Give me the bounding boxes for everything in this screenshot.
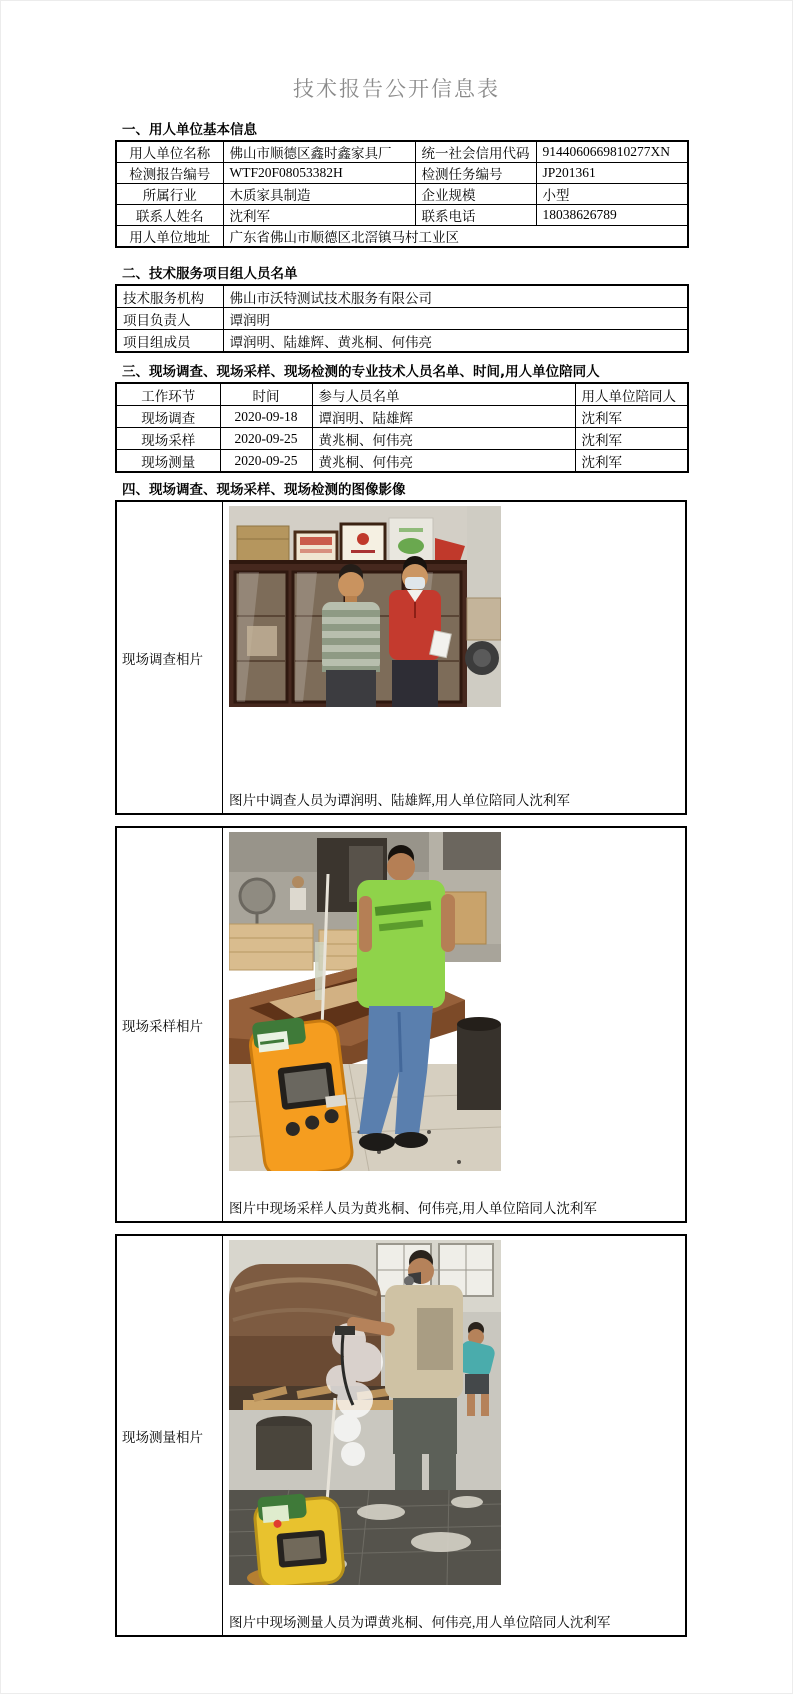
measuring-date: 2020-09-25 <box>220 450 312 473</box>
section2-heading: 二、技术服务项目组人员名单 <box>122 266 298 282</box>
step-survey: 现场调查 <box>116 406 220 428</box>
scale-value: 小型 <box>536 184 688 205</box>
table-row <box>116 141 688 163</box>
address-label: 用人单位地址 <box>116 226 223 248</box>
scale-label: 企业规模 <box>415 184 536 205</box>
sampling-photo-caption: 图片中现场采样人员为黄兆桐、何伟亮,用人单位陪同人沈利军 <box>229 1201 597 1216</box>
industry-label: 所属行业 <box>116 184 223 205</box>
table-header-row <box>116 383 688 406</box>
contact-name-value: 沈利军 <box>223 205 415 226</box>
measuring-photo-label: 现场测量相片 <box>117 1236 223 1635</box>
project-members-value: 谭润明、陆雄辉、黄兆桐、何伟亮 <box>223 330 688 353</box>
table-row <box>116 308 688 330</box>
phone-label: 联系电话 <box>415 205 536 226</box>
table-row <box>116 205 688 226</box>
table-row <box>116 406 688 428</box>
contact-name-label: 联系人姓名 <box>116 205 223 226</box>
sampling-photo-label: 现场采样相片 <box>117 828 223 1221</box>
report-no-label: 检测报告编号 <box>116 163 223 184</box>
sampling-photo-block <box>115 826 687 1223</box>
table-row <box>116 285 688 308</box>
survey-photo-caption: 图片中调查人员为谭润明、陆雄辉,用人单位陪同人沈利军 <box>229 793 570 808</box>
table-row <box>116 428 688 450</box>
table-row <box>116 184 688 205</box>
document-title: 技术报告公开信息表 <box>293 77 500 101</box>
task-no-value: JP201361 <box>536 163 688 184</box>
survey-photo-block <box>115 500 687 815</box>
sampling-escort: 沈利军 <box>575 428 688 450</box>
employer-info-table <box>115 140 689 248</box>
sampling-photo-cell <box>223 828 685 1221</box>
credit-code-label: 统一社会信用代码 <box>415 141 536 163</box>
table-row <box>116 450 688 473</box>
report-no-value: WTF20F08053382H <box>223 163 415 184</box>
table-row <box>116 226 688 248</box>
credit-code-value: 9144060669810277XN <box>536 141 688 163</box>
section4-heading: 四、现场调查、现场采样、现场检测的图像影像 <box>122 482 406 498</box>
service-org-label: 技术服务机构 <box>116 285 223 308</box>
section3-heading: 三、现场调查、现场采样、现场检测的专业技术人员名单、时间,用人单位陪同人 <box>122 364 600 380</box>
service-org-value: 佛山市沃特测试技术服务有限公司 <box>223 285 688 308</box>
project-leader-label: 项目负责人 <box>116 308 223 330</box>
employer-name-value: 佛山市顺德区鑫时鑫家具厂 <box>223 141 415 163</box>
employer-name-label: 用人单位名称 <box>116 141 223 163</box>
survey-photo <box>229 506 501 707</box>
measuring-photo-block <box>115 1234 687 1637</box>
task-no-label: 检测任务编号 <box>415 163 536 184</box>
phone-value: 18038626789 <box>536 205 688 226</box>
col-escort-header: 用人单位陪同人 <box>575 383 688 406</box>
table-row <box>116 163 688 184</box>
measuring-escort: 沈利军 <box>575 450 688 473</box>
survey-photo-cell <box>223 502 685 813</box>
col-participants-header: 参与人员名单 <box>312 383 575 406</box>
survey-escort: 沈利军 <box>575 406 688 428</box>
measuring-photo-cell <box>223 1236 685 1635</box>
measuring-participants: 黄兆桐、何伟亮 <box>312 450 575 473</box>
measuring-photo-caption: 图片中现场测量人员为谭黄兆桐、何伟亮,用人单位陪同人沈利军 <box>229 1615 611 1630</box>
survey-participants: 谭润明、陆雄辉 <box>312 406 575 428</box>
service-team-table <box>115 284 689 353</box>
col-step-header: 工作环节 <box>116 383 220 406</box>
survey-date: 2020-09-18 <box>220 406 312 428</box>
measuring-photo <box>229 1240 501 1585</box>
survey-photo-label: 现场调查相片 <box>117 502 223 813</box>
fieldwork-schedule-table <box>115 382 689 473</box>
sampling-photo <box>229 832 501 1171</box>
address-value: 广东省佛山市顺德区北滘镇马村工业区 <box>223 226 688 248</box>
step-measuring: 现场测量 <box>116 450 220 473</box>
table-row <box>116 330 688 353</box>
industry-value: 木质家具制造 <box>223 184 415 205</box>
section1-heading: 一、用人单位基本信息 <box>122 122 257 138</box>
sampling-date: 2020-09-25 <box>220 428 312 450</box>
col-time-header: 时间 <box>220 383 312 406</box>
project-members-label: 项目组成员 <box>116 330 223 353</box>
sampling-participants: 黄兆桐、何伟亮 <box>312 428 575 450</box>
step-sampling: 现场采样 <box>116 428 220 450</box>
project-leader-value: 谭润明 <box>223 308 688 330</box>
